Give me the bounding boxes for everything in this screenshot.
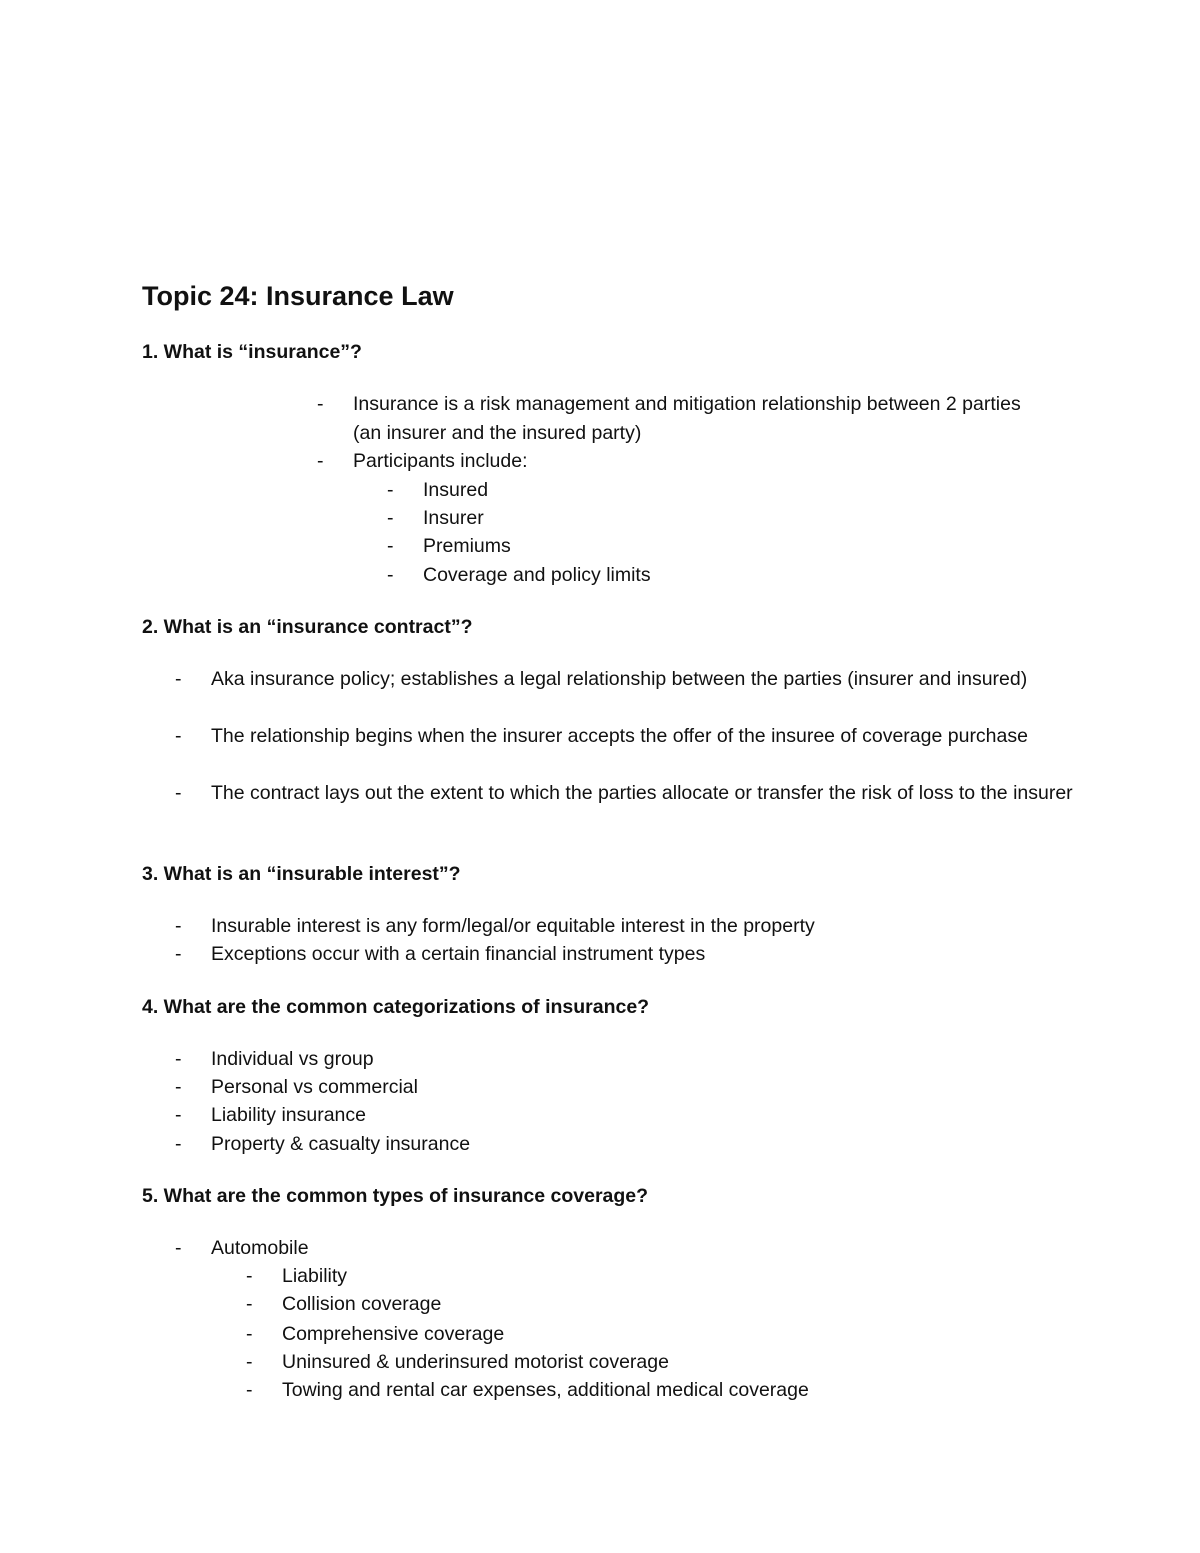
bullet-dash: - bbox=[175, 725, 182, 747]
bullet-dash: - bbox=[387, 479, 394, 501]
list-item bbox=[175, 1101, 1071, 1130]
list-item-text: Exceptions occur with a certain financial instrument types bbox=[211, 943, 706, 965]
list-item bbox=[175, 1234, 1071, 1263]
list-item bbox=[175, 1073, 1071, 1102]
list-item-text: Comprehensive coverage bbox=[282, 1323, 505, 1345]
list-item bbox=[175, 1130, 1071, 1159]
list-item-text: Insurance is a risk management and mitigation relationship between 2 parties (an insurer and the insured party) bbox=[353, 393, 1021, 444]
bullet-dash: - bbox=[246, 1293, 253, 1315]
list-item-text: Insured bbox=[423, 479, 489, 501]
bullet-dash: - bbox=[175, 668, 182, 690]
list-item-text: Aka insurance policy; establishes a legal relationship between the parties (insurer and insured) bbox=[211, 668, 1028, 690]
list-item bbox=[246, 1320, 1082, 1349]
list-item bbox=[387, 476, 1023, 505]
bullet-dash: - bbox=[317, 450, 324, 472]
bullet-dash: - bbox=[175, 915, 182, 937]
bullet-dash: - bbox=[175, 1048, 182, 1070]
section-2-question: 2. What is an “insurance contract”? bbox=[142, 616, 473, 638]
list-item bbox=[387, 532, 1023, 561]
list-item bbox=[175, 665, 1071, 694]
list-item-text: Insurer bbox=[423, 507, 484, 529]
bullet-dash: - bbox=[246, 1351, 253, 1373]
list-item-text: Liability bbox=[282, 1265, 348, 1287]
list-item bbox=[175, 722, 1071, 751]
bullet-dash: - bbox=[175, 1133, 182, 1155]
bullet-dash: - bbox=[246, 1265, 253, 1287]
section-4-question: 4. What are the common categorizations of insurance? bbox=[142, 996, 650, 1018]
list-item bbox=[317, 390, 1043, 447]
bullet-dash: - bbox=[387, 564, 394, 586]
list-item-text: Towing and rental car expenses, additional medical coverage bbox=[282, 1379, 809, 1401]
list-item-text: Collision coverage bbox=[282, 1293, 442, 1315]
list-item-text: The relationship begins when the insurer accepts the offer of the insuree of coverage purchase bbox=[211, 725, 1028, 747]
page-title: Topic 24: Insurance Law bbox=[142, 281, 454, 311]
section-3-question: 3. What is an “insurable interest”? bbox=[142, 863, 461, 885]
list-item-text: Property & casualty insurance bbox=[211, 1133, 471, 1155]
list-item-text: Uninsured & underinsured motorist coverage bbox=[282, 1351, 669, 1373]
list-item-text: Automobile bbox=[211, 1237, 309, 1259]
list-item bbox=[387, 561, 1023, 590]
section-1-question: 1. What is “insurance”? bbox=[142, 341, 362, 363]
bullet-dash: - bbox=[175, 1076, 182, 1098]
list-item-text: Premiums bbox=[423, 535, 511, 557]
list-item bbox=[387, 504, 1023, 533]
list-item-text: The contract lays out the extent to which the parties allocate or transfer the risk of loss to the insurer bbox=[211, 782, 1073, 804]
list-item-text: Personal vs commercial bbox=[211, 1076, 418, 1098]
bullet-dash: - bbox=[175, 782, 182, 804]
list-item bbox=[246, 1348, 1082, 1377]
bullet-dash: - bbox=[387, 535, 394, 557]
list-item-text: Coverage and policy limits bbox=[423, 564, 651, 586]
list-item-text: Participants include: bbox=[353, 450, 528, 472]
bullet-dash: - bbox=[387, 507, 394, 529]
list-item-text: Individual vs group bbox=[211, 1048, 374, 1070]
list-item-text: Liability insurance bbox=[211, 1104, 367, 1126]
list-item-text: Insurable interest is any form/legal/or equitable interest in the property bbox=[211, 915, 815, 937]
bullet-dash: - bbox=[317, 393, 324, 415]
bullet-dash: - bbox=[175, 943, 182, 965]
list-item bbox=[246, 1290, 1082, 1319]
bullet-dash: - bbox=[246, 1379, 253, 1401]
list-item bbox=[175, 940, 1071, 969]
bullet-dash: - bbox=[175, 1104, 182, 1126]
list-item bbox=[175, 1045, 1071, 1074]
bullet-dash: - bbox=[246, 1323, 253, 1345]
list-item bbox=[246, 1376, 1082, 1405]
list-item bbox=[317, 447, 1043, 476]
list-item bbox=[246, 1262, 1082, 1291]
bullet-dash: - bbox=[175, 1237, 182, 1259]
list-item bbox=[175, 779, 1081, 808]
list-item bbox=[175, 912, 1071, 941]
section-5-question: 5. What are the common types of insurance coverage? bbox=[142, 1185, 649, 1207]
